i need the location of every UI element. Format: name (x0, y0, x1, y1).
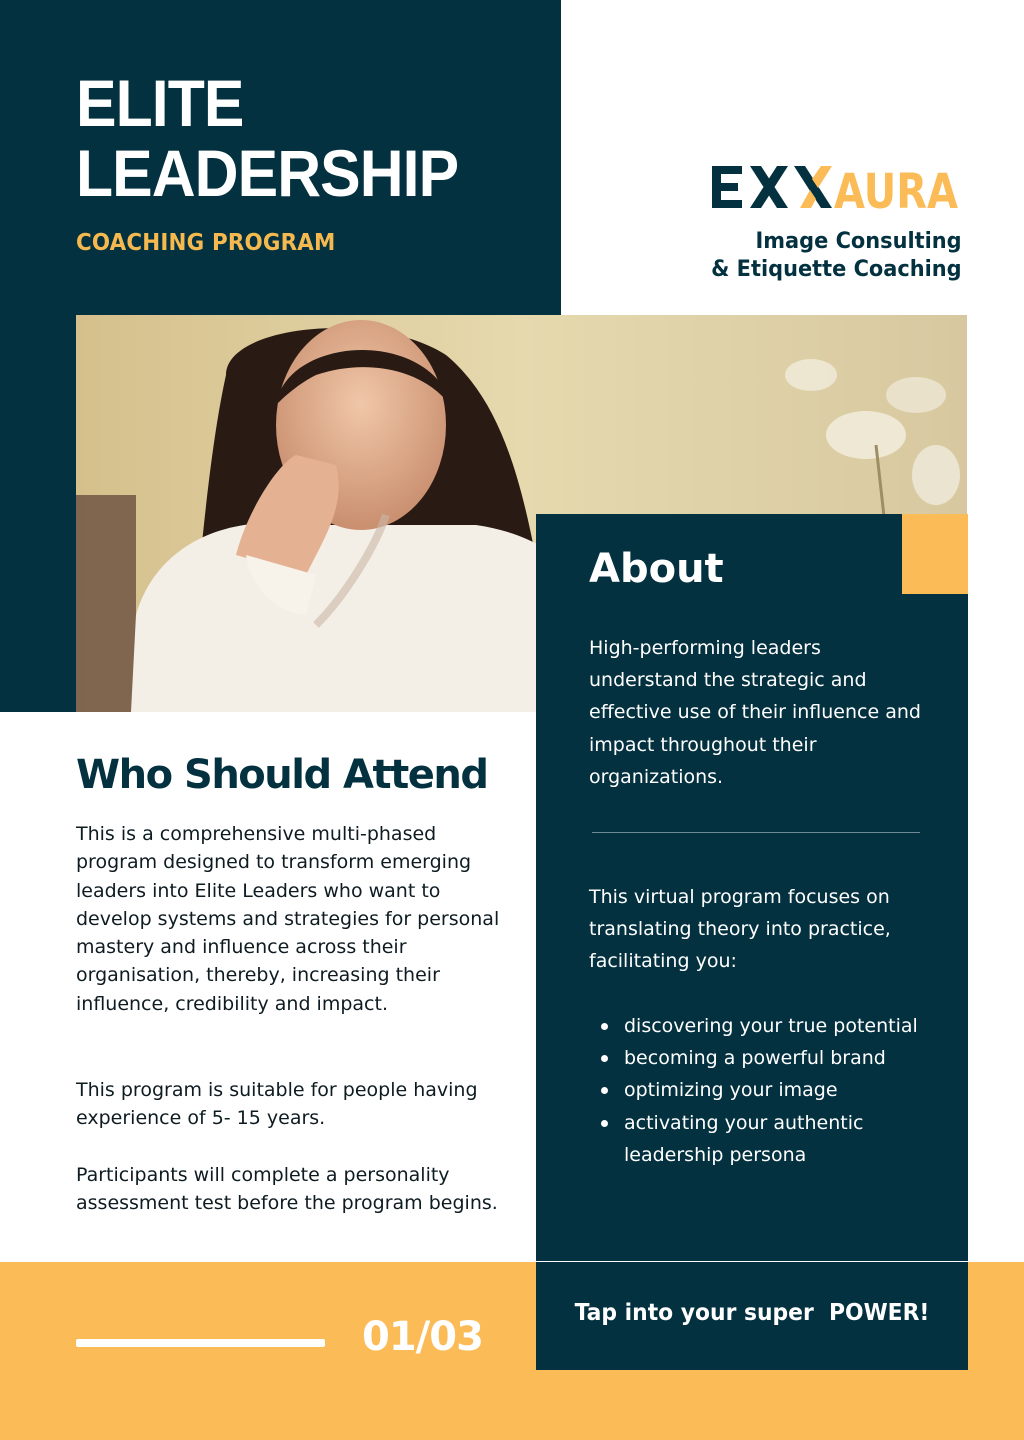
who-should-attend-heading: Who Should Attend (76, 752, 488, 798)
list-item: activating your authentic leadership persona (589, 1107, 929, 1171)
cta-text: Tap into your super POWER! (574, 1300, 930, 1326)
list-item: discovering your true potential (589, 1010, 929, 1042)
list-item: becoming a powerful brand (589, 1042, 929, 1074)
svg-text:AURA: AURA (834, 164, 958, 220)
logo-letter-x1 (750, 166, 788, 208)
page-subtitle: COACHING PROGRAM (76, 230, 336, 256)
list-item: optimizing your image (589, 1074, 929, 1106)
title-line-2: LEADERSHIP (76, 136, 459, 210)
about-paragraph-2: This virtual program focuses on translating theory into practice, facilitating you: (589, 886, 891, 973)
logo-letter-x2 (794, 166, 832, 208)
who-paragraph-1: This is a comprehensive multi-phased program designed to transform emerging leaders into Elite Leaders who want to develop systems and strategies for personal mastery and influence across their organisation, thereby, increasing their influence, credibility and impact. (76, 823, 500, 1015)
about-accent-square (902, 514, 968, 594)
tagline-line-1: Image Consulting (755, 229, 962, 254)
brand-tagline (712, 228, 962, 284)
about-heading: About (589, 546, 724, 592)
about-paragraph-1: High-performing leaders understand the strategic and effective use of their influence and impact throughout their organizations. (589, 637, 921, 788)
page-number: 01/03 (362, 1314, 483, 1360)
about-divider (592, 832, 920, 833)
about-benefit-list (589, 1010, 929, 1171)
title-line-1: ELITE (76, 66, 244, 140)
who-paragraph-3: Participants will complete a personality assessment test before the program begins. (76, 1164, 498, 1215)
exxaura-logo (710, 162, 960, 220)
who-paragraph-2: This program is suitable for people having experience of 5- 15 years. (76, 1079, 478, 1130)
footer-decorative-line (76, 1339, 325, 1347)
page-title (76, 68, 458, 208)
logo-letter-e (712, 166, 742, 208)
tagline-line-2: & Etiquette Coaching (711, 257, 962, 282)
